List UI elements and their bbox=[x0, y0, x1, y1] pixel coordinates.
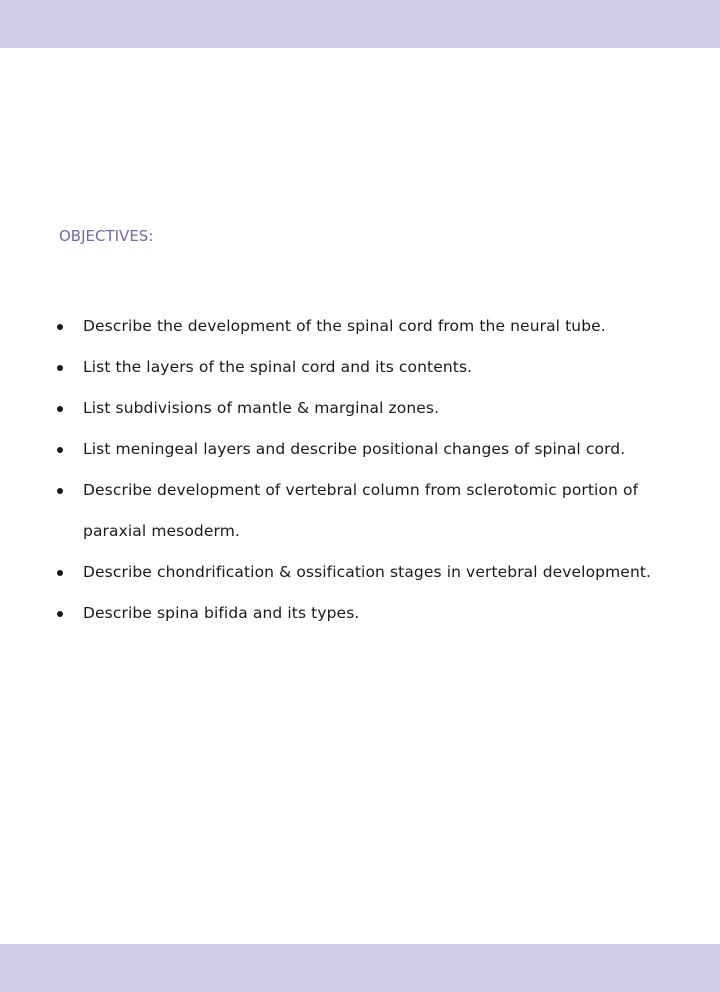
bullet-icon bbox=[57, 365, 63, 371]
bullet-icon bbox=[57, 488, 63, 494]
objective-item bbox=[57, 429, 687, 470]
objective-item bbox=[57, 388, 687, 429]
objective-item bbox=[57, 306, 687, 347]
top-header-band bbox=[0, 0, 720, 48]
objective-item bbox=[57, 552, 687, 593]
objective-text: Describe spina bifida and its types. bbox=[83, 604, 360, 622]
bottom-footer-band bbox=[0, 944, 720, 992]
objective-text: List the layers of the spinal cord and its contents. bbox=[83, 358, 473, 376]
objective-text: Describe chondrification & ossification stages in vertebral development. bbox=[83, 563, 652, 581]
bullet-icon bbox=[57, 570, 63, 576]
objective-item bbox=[57, 347, 687, 388]
bullet-icon bbox=[57, 324, 63, 330]
objective-item bbox=[57, 593, 687, 634]
objective-text: List subdivisions of mantle & marginal zones. bbox=[83, 399, 440, 417]
objectives-heading: OBJECTIVES: bbox=[59, 227, 154, 245]
objectives-list bbox=[57, 306, 687, 634]
bullet-icon bbox=[57, 611, 63, 617]
objective-text: List meningeal layers and describe positional changes of spinal cord. bbox=[83, 440, 626, 458]
bullet-icon bbox=[57, 406, 63, 412]
objective-item bbox=[57, 470, 687, 552]
objective-text: Describe the development of the spinal cord from the neural tube. bbox=[83, 317, 606, 335]
objective-text: Describe development of vertebral column from sclerotomic portion of paraxial mesoderm. bbox=[83, 481, 639, 540]
bullet-icon bbox=[57, 447, 63, 453]
